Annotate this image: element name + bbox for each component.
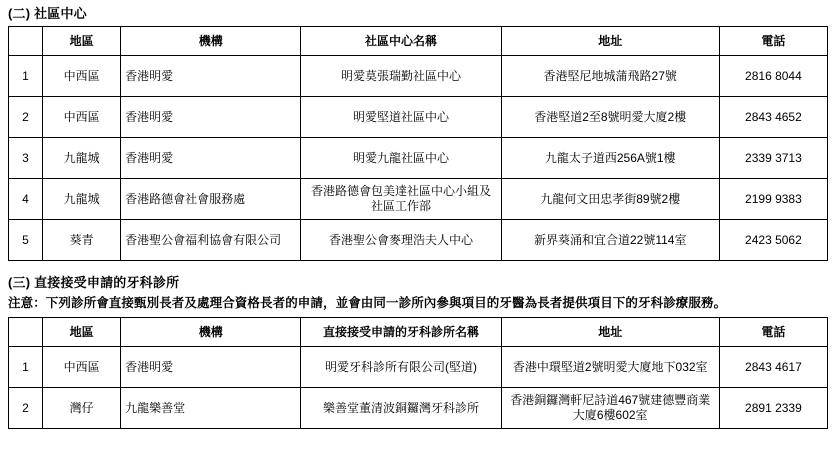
cell-index: 4	[9, 179, 43, 220]
cell-index: 2	[9, 388, 43, 429]
cell-telephone: 2816 8044	[719, 56, 827, 97]
col-header-district: 地區	[43, 318, 121, 347]
col-header-organisation: 機構	[121, 318, 301, 347]
cell-organisation: 香港明愛	[121, 97, 301, 138]
col-header-address: 地址	[501, 27, 719, 56]
cell-address: 九龍太子道西256A號1樓	[501, 138, 719, 179]
community-centre-table	[8, 26, 828, 261]
col-header-index	[9, 27, 43, 56]
cell-organisation: 香港明愛	[121, 56, 301, 97]
table-header-row	[9, 27, 828, 56]
cell-telephone: 2339 3713	[719, 138, 827, 179]
table-row	[9, 347, 828, 388]
table-row	[9, 220, 828, 261]
cell-index: 1	[9, 347, 43, 388]
cell-index: 5	[9, 220, 43, 261]
cell-centre-name: 香港聖公會麥理浩夫人中心	[301, 220, 501, 261]
col-header-index	[9, 318, 43, 347]
table-row	[9, 56, 828, 97]
cell-centre-name: 明愛莫張瑞勤社區中心	[301, 56, 501, 97]
col-header-telephone: 電話	[719, 318, 827, 347]
table-header-row	[9, 318, 828, 347]
cell-district: 葵青	[43, 220, 121, 261]
cell-clinic-name: 樂善堂董清波銅鑼灣牙科診所	[301, 388, 501, 429]
table-row	[9, 388, 828, 429]
table-row	[9, 97, 828, 138]
cell-address: 九龍何文田忠孝街89號2樓	[501, 179, 719, 220]
cell-index: 1	[9, 56, 43, 97]
cell-centre-name: 香港路德會包美達社區中心小組及社區工作部	[301, 179, 501, 220]
cell-district: 中西區	[43, 97, 121, 138]
cell-address: 香港堅尼地城蒲飛路27號	[501, 56, 719, 97]
cell-organisation: 香港明愛	[121, 347, 301, 388]
cell-index: 3	[9, 138, 43, 179]
col-header-centre-name: 社區中心名稱	[301, 27, 501, 56]
cell-organisation: 香港聖公會福利協會有限公司	[121, 220, 301, 261]
cell-telephone: 2199 9383	[719, 179, 827, 220]
cell-organisation: 香港明愛	[121, 138, 301, 179]
cell-telephone: 2843 4617	[719, 347, 827, 388]
cell-district: 灣仔	[43, 388, 121, 429]
cell-district: 中西區	[43, 56, 121, 97]
table-row	[9, 179, 828, 220]
cell-index: 2	[9, 97, 43, 138]
section-heading-community-centres: (二) 社區中心	[8, 6, 87, 21]
cell-district: 九龍城	[43, 138, 121, 179]
dental-clinic-table	[8, 317, 828, 429]
cell-address: 新界葵涌和宜合道22號114室	[501, 220, 719, 261]
cell-district: 中西區	[43, 347, 121, 388]
section-heading-dental-clinics: (三) 直接接受申請的牙科診所	[8, 275, 180, 290]
document-page	[0, 6, 840, 449]
col-header-address: 地址	[501, 318, 719, 347]
cell-district: 九龍城	[43, 179, 121, 220]
cell-centre-name: 明愛堅道社區中心	[301, 97, 501, 138]
cell-address: 香港堅道2至8號明愛大廈2樓	[501, 97, 719, 138]
cell-organisation: 九龍樂善堂	[121, 388, 301, 429]
section-note: 注意：下列診所會直接甄別長者及處理合資格長者的申請，並會由同一診所內參與項目的牙醫為長者提供項目下的牙科診療服務。	[8, 296, 727, 310]
col-header-organisation: 機構	[121, 27, 301, 56]
cell-address: 香港中環堅道2號明愛大廈地下032室	[501, 347, 719, 388]
col-header-district: 地區	[43, 27, 121, 56]
cell-address: 香港銅鑼灣軒尼詩道467號建德豐商業大廈6樓602室	[501, 388, 719, 429]
cell-centre-name: 明愛九龍社區中心	[301, 138, 501, 179]
cell-telephone: 2891 2339	[719, 388, 827, 429]
cell-telephone: 2843 4652	[719, 97, 827, 138]
col-header-clinic-name: 直接接受申請的牙科診所名稱	[301, 318, 501, 347]
col-header-telephone: 電話	[719, 27, 827, 56]
cell-organisation: 香港路德會社會服務處	[121, 179, 301, 220]
cell-telephone: 2423 5062	[719, 220, 827, 261]
table-row	[9, 138, 828, 179]
cell-clinic-name: 明愛牙科診所有限公司(堅道)	[301, 347, 501, 388]
